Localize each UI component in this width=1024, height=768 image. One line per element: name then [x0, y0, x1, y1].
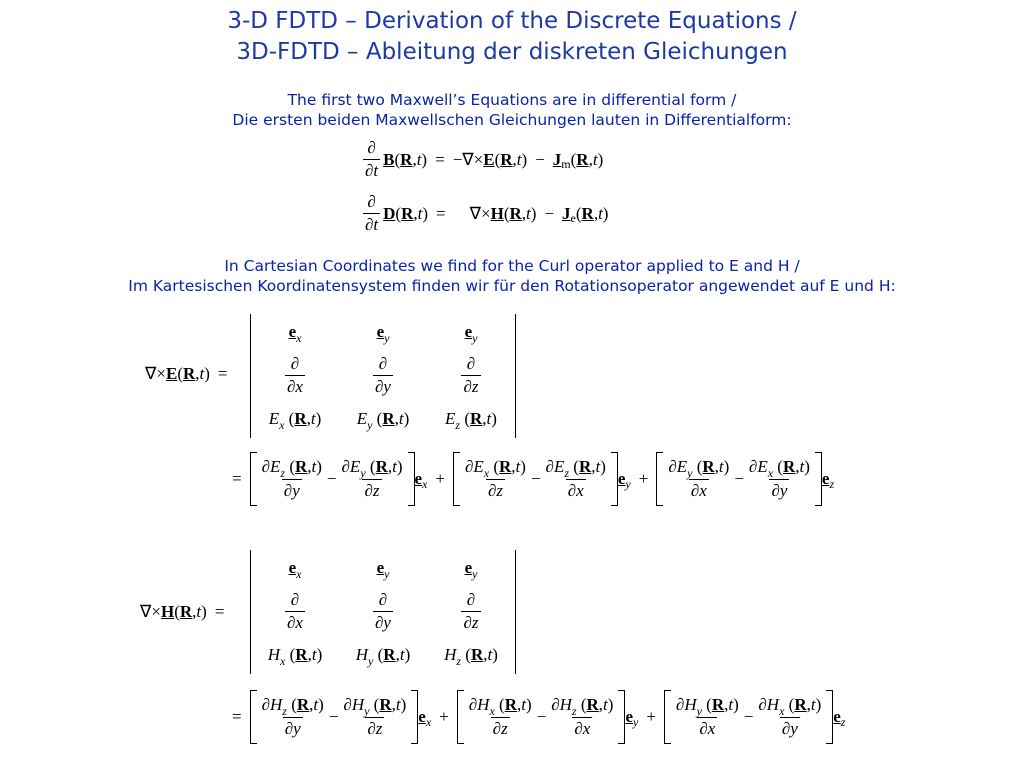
equation-faraday: $\frac{\partial}{\partial t}$ B ( R , t ) = −∇× E ( R , t ) − J m ( R , t ) — [365, 138, 604, 180]
component-z-E: $\frac{\partial E_y (R,t)}{\partial x}$ − $\frac{\partial E_x (R,t)}{\partial y}$ — [656, 452, 822, 506]
field-D: D — [383, 203, 396, 223]
component-x-H: $\frac{\partial H_z (R,t)}{\partial y}$ − $\frac{\partial H_y (R,t)}{\partial z}$ — [250, 690, 419, 744]
section2-line-2: Im Kartesischen Koordinatensystem finden wir für den Rotationsoperator angewendet auf E und H: — [128, 277, 896, 295]
component-y-H: $\frac{\partial H_x (R,t)}{\partial z}$ − $\frac{\partial H_z (R,t)}{\partial x}$ — [457, 690, 626, 744]
curl-H-lhs: ∇× H ( R , t ) = — [140, 602, 225, 621]
current-J-m: J — [552, 149, 562, 169]
section-heading-maxwell — [0, 90, 1024, 130]
determinant-E: $e_x$ $e_y$ $e_y$ $\frac{\partial}{\partial x}$ $\frac{\partial}{\partial y}$ $\frac{\partial}{\partial z}$ $E_x$ (R,t) $E_y$ (R,t) $E_z$ (R,t) — [250, 314, 516, 438]
section1-line-1: The first two Maxwell’s Equations are in differential form / — [287, 91, 737, 109]
curl-E-expanded: = $\frac{\partial E_z (R,t)}{\partial y}$ − $\frac{\partial E_y (R,t)}{\partial z}$ e x + $\frac{\partial E_x (R,t)}{\partial z}$ − $\frac{\partial E_z (R,t)}{\partial x}$ e y + $\frac{\partial E_y (R,t)}{\partial x}$ − $\frac{\partial E_x (R,t)}{\partial y}$ e z — [232, 452, 834, 506]
curl-operator: ∇× — [469, 203, 491, 223]
curl-operator: −∇× — [452, 149, 484, 169]
determinant-H: $e_x$ $e_y$ $e_y$ $\frac{\partial}{\partial x}$ $\frac{\partial}{\partial y}$ $\frac{\partial}{\partial z}$ $H_x$ (R,t) $H_y$ (R,t) $H_z$ (R,t) — [250, 550, 516, 674]
field-B: B — [383, 149, 395, 169]
title-line-1: 3-D FDTD – Derivation of the Discrete Equations / — [227, 8, 797, 34]
section1-line-2: Die ersten beiden Maxwellschen Gleichungen lauten in Differentialform: — [232, 111, 792, 129]
time-derivative: $\frac{\partial}{\partial t}$ — [365, 192, 379, 234]
title-line-2: 3D-FDTD – Ableitung der diskreten Gleichungen — [236, 39, 788, 65]
curl-E-lhs: ∇× E ( R , t ) = — [145, 364, 228, 383]
section2-line-1: In Cartesian Coordinates we find for the Curl operator applied to E and H / — [224, 257, 800, 275]
current-J-e: J — [562, 203, 571, 223]
curl-H-expanded: = $\frac{\partial H_z (R,t)}{\partial y}$ − $\frac{\partial H_y (R,t)}{\partial z}$ e x + $\frac{\partial H_x (R,t)}{\partial z}$ − $\frac{\partial H_z (R,t)}{\partial x}$ e y + $\frac{\partial H_y (R,t)}{\partial x}$ − $\frac{\partial H_x (R,t)}{\partial y}$ e z — [232, 690, 845, 744]
equation-ampere: $\frac{\partial}{\partial t}$ D ( R , t ) = ∇× H ( R , t ) − J e ( R , t ) — [365, 192, 609, 234]
component-x-E: $\frac{\partial E_z (R,t)}{\partial y}$ − $\frac{\partial E_y (R,t)}{\partial z}$ — [250, 452, 415, 506]
slide-title — [0, 6, 1024, 68]
time-derivative: $\frac{\partial}{\partial t}$ — [365, 138, 379, 180]
section-heading-curl — [0, 256, 1024, 296]
component-z-H: $\frac{\partial H_y (R,t)}{\partial x}$ − $\frac{\partial H_x (R,t)}{\partial y}$ — [664, 690, 833, 744]
component-y-E: $\frac{\partial E_x (R,t)}{\partial z}$ − $\frac{\partial E_z (R,t)}{\partial x}$ — [453, 452, 618, 506]
